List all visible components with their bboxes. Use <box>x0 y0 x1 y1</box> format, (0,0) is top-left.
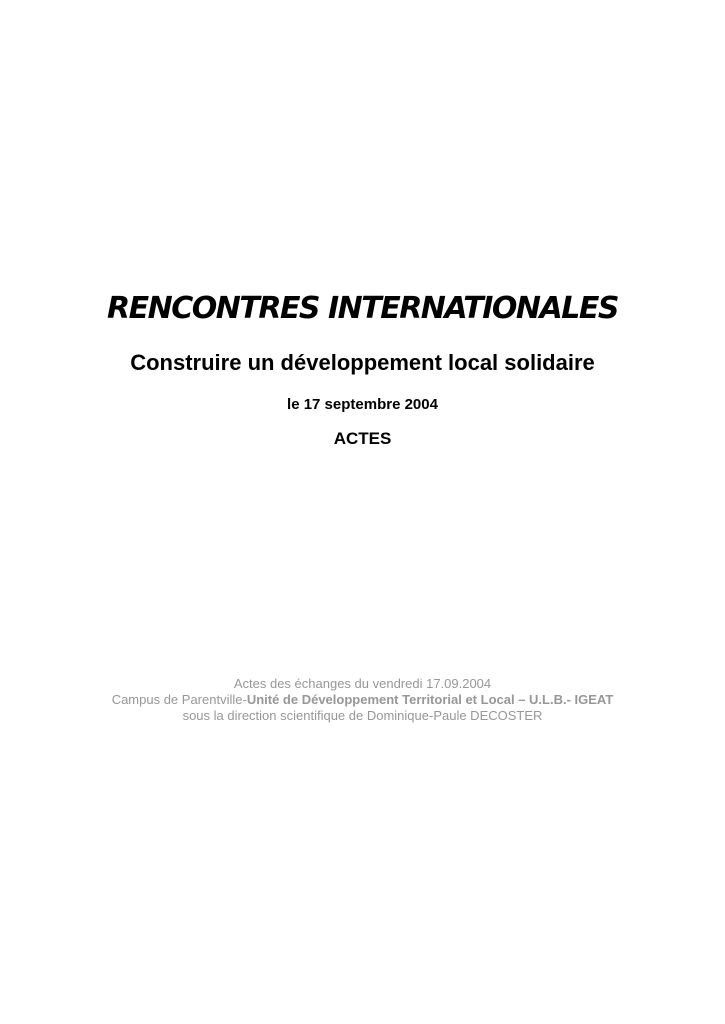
footer-block <box>0 676 725 724</box>
document-title: RENCONTRES INTERNATIONALES <box>107 291 618 326</box>
footer-line-2-bold: Unité de Développement Territorial et Local – U.L.B.- IGEAT <box>246 692 614 707</box>
footer-line-1: Actes des échanges du vendredi 17.09.2004 <box>233 676 492 691</box>
document-subtitle: Construire un développement local solidaire <box>130 350 595 375</box>
footer-line-3: sous la direction scientifique de Dominique-Paule DECOSTER <box>182 708 543 723</box>
section-label-actes: ACTES <box>333 429 392 448</box>
footer-line-2-regular: Campus de Parentville- <box>111 692 247 707</box>
document-date: le 17 septembre 2004 <box>287 396 438 413</box>
footer-line-2 <box>0 692 725 708</box>
